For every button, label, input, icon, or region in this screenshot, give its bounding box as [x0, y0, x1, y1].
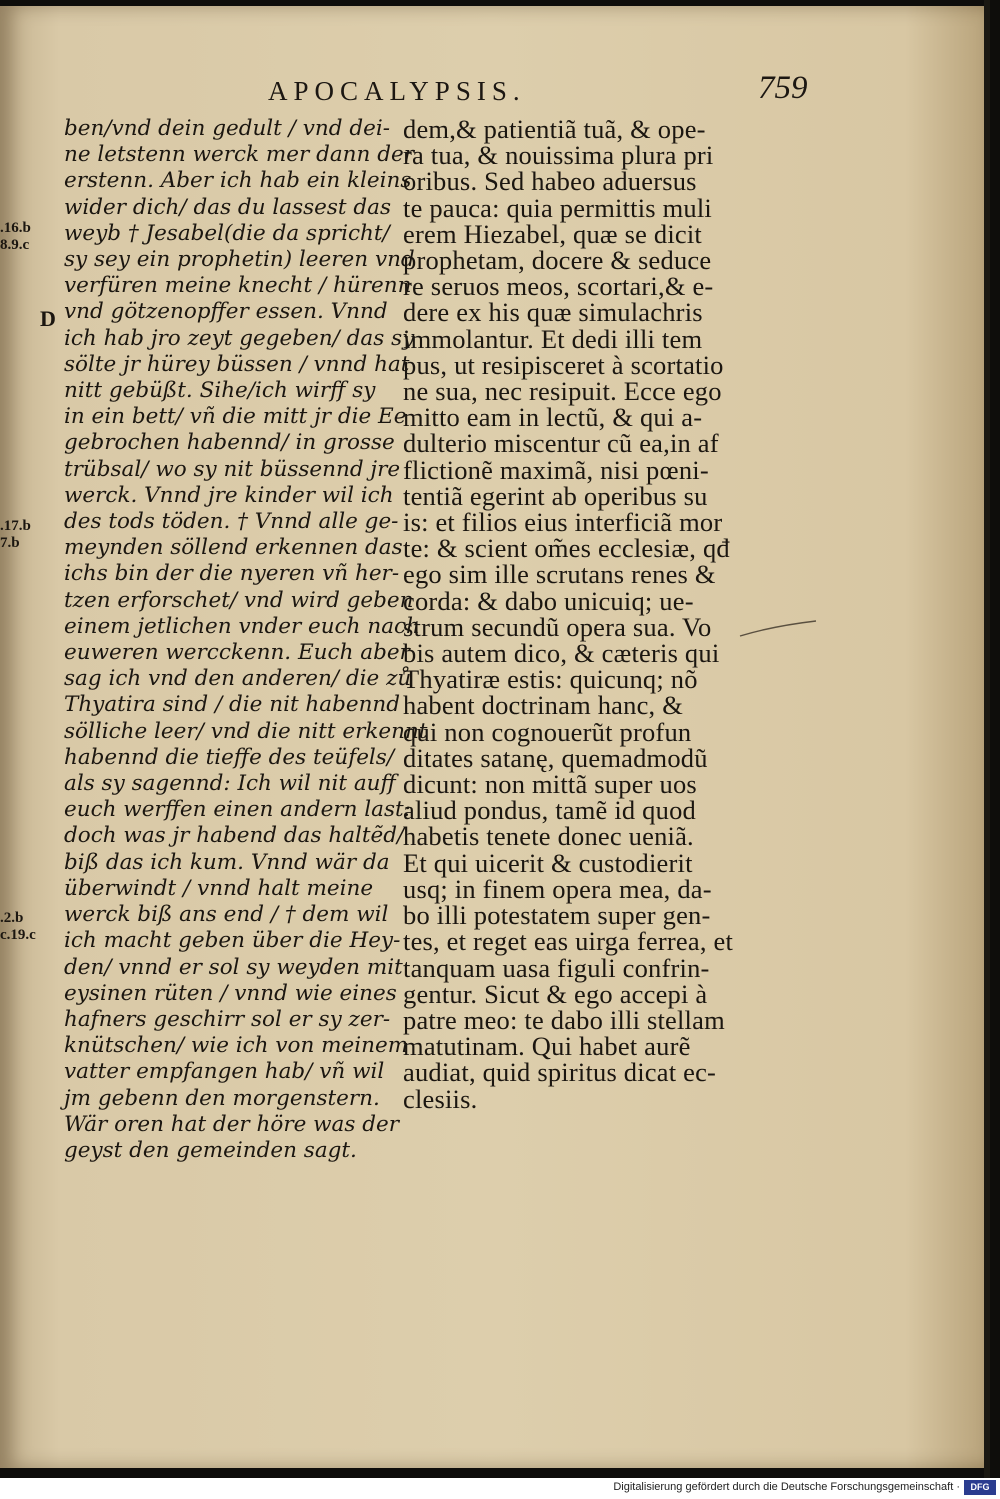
latin-text-line: ne sua, nec resipuit. Ecce ego — [403, 376, 722, 407]
latin-text-line: te: & scient om̃es ecclesiæ, qđ — [403, 533, 730, 564]
margin-ref: 8.9.c — [0, 237, 30, 253]
latin-text-line: mitto eam in lectũ, & qui a- — [403, 402, 703, 433]
latin-text-line: is: et filios eius interficiã mor — [403, 507, 723, 538]
german-text-line: knütschen/ wie ich von meinem — [64, 1033, 409, 1059]
german-text-line: des tods töden. † Vnnd alle ge- — [64, 509, 399, 535]
funding-credit: Digitalisierung gefördert durch die Deutsche Forschungsgemeinschaft · — [613, 1481, 960, 1493]
german-text-line: geyst den gemeinden sagt. — [64, 1137, 357, 1163]
german-text-line: habennd die tieffe des teüfels/ — [64, 744, 395, 770]
german-text-line: ich macht geben über die Hey- — [64, 928, 401, 954]
german-text-line: meynden söllend erkennen das — [64, 535, 403, 561]
footer-bar — [0, 1478, 1000, 1499]
margin-ref: c.19.c — [0, 927, 36, 943]
latin-text-line: qui non cognouerũt profun — [403, 716, 692, 747]
latin-text-line: erem Hiezabel, quæ se dicit — [403, 218, 702, 249]
latin-text-line: usq; in finem opera mea, da- — [403, 873, 712, 904]
latin-text-line: audiat, quid spiritus dicat ec- — [403, 1057, 717, 1088]
margin-note — [0, 220, 31, 254]
german-text-line: wider dich/ das du lassest das — [64, 194, 391, 220]
pencil-annotation-mark — [738, 618, 818, 642]
latin-text-line: te pauca: quia permittis muli — [403, 192, 712, 223]
german-text-line: vnd götzenopffer essen. Vnnd — [64, 299, 388, 325]
latin-text-line: dere ex his quæ simulachris — [403, 297, 703, 328]
latin-text-line: tanquam uasa figuli confrin- — [403, 952, 710, 983]
latin-text-line: re seruos meos, scortari,& e- — [403, 271, 714, 302]
german-text-line: ben/vnd dein gedult / vnd dei- — [64, 116, 390, 141]
latin-text-line: bo illi potestatem super gen- — [403, 900, 711, 931]
german-text-line: Thyatira sind / die nit habennd — [64, 692, 401, 718]
latin-text-line: dulterio miscentur cũ ea,in af — [403, 428, 719, 459]
margin-note — [0, 910, 36, 944]
german-text-line: in ein bett/ vñ die mitt jr die Ee — [64, 404, 407, 430]
latin-text-line: prophetam, docere & seduce — [403, 245, 712, 276]
german-text-line: ne letstenn werck mer dann der — [64, 142, 414, 168]
book-page — [0, 6, 987, 1468]
section-letter: D — [40, 306, 56, 331]
margin-note — [0, 518, 31, 552]
german-text-line: sölte jr hürey büssen / vnnd hat — [64, 351, 410, 377]
latin-text-line: immolantur. Et dedi illi tem — [403, 323, 703, 354]
german-text-line: jm gebenn den morgenstern. — [64, 1085, 380, 1111]
page-edge-shadow — [984, 0, 990, 1478]
german-text-line: weyb † Jesabel(die da spricht/ — [64, 220, 390, 246]
latin-text-column — [403, 116, 733, 1112]
german-text-line: eysinen rüten / vnnd wie eines — [64, 980, 397, 1006]
german-text-line: Wär oren hat der höre was der — [64, 1111, 400, 1137]
latin-text-line: Thyatiræ estis: quicunq; nõ — [403, 664, 698, 695]
latin-text-line: strum secundũ opera sua. Vo — [403, 611, 712, 642]
german-text-column — [64, 116, 428, 1164]
german-text-line: als sy sagennd: Ich wil nit auff — [64, 771, 396, 797]
latin-text-line: dicunt: non mittã super uos — [403, 769, 697, 800]
german-text-line: vatter empfangen hab/ vñ wil — [64, 1059, 385, 1085]
german-text-line: werck. Vnnd jre kinder wil ich — [64, 482, 394, 508]
latin-text-line: oribus. Sed habeo aduersus — [403, 166, 697, 197]
running-head: APOCALYPSIS. — [268, 76, 526, 106]
latin-text-line: ditates satanę, quemadmodũ — [403, 742, 708, 773]
latin-text-line: matutinam. Qui habet aurẽ — [403, 1031, 691, 1062]
german-text-line: nitt gebüßt. Sihe/ich wirff sy — [64, 378, 376, 404]
latin-text-line: habent doctrinam hanc, & — [403, 690, 684, 721]
margin-ref: .17.b — [0, 518, 31, 534]
german-text-line: doch was jr habend das haltẽd/ — [64, 823, 405, 849]
german-text-line: tzen erforschet/ vnd wird geben — [64, 587, 414, 613]
latin-text-line: ra tua, & nouissima plura pri — [403, 140, 714, 171]
german-text-line: sölliche leer/ vnd die nitt erkennt — [64, 718, 428, 744]
latin-text-line: Et qui uicerit & custodierit — [403, 847, 693, 878]
page-number: 759 — [758, 70, 808, 106]
latin-text-line: gentur. Sicut & ego accepi à — [403, 978, 708, 1009]
german-text-line: trübsal/ wo sy nit büssennd jre — [64, 456, 401, 482]
latin-text-line: aliud pondus, tamẽ id quod — [403, 795, 696, 826]
dfg-logo: DFG — [964, 1480, 996, 1495]
german-text-line: einem jetlichen vnder euch nach — [64, 613, 420, 639]
latin-text-line: dem,& patientiã tuã, & ope- — [403, 114, 706, 144]
margin-ref: 7.b — [0, 535, 20, 551]
german-text-line: verfüren meine knecht / hürenn — [64, 273, 412, 299]
german-text-line: ichs bin der die nyeren vñ her- — [64, 561, 400, 587]
german-text-line: euweren wercckenn. Euch aber — [64, 640, 410, 666]
german-text-line: erstenn. Aber ich hab ein kleins — [64, 168, 412, 194]
latin-text-line: clesiis. — [403, 1083, 478, 1114]
german-text-line: ich hab jro zeyt gegeben/ das sy — [64, 325, 415, 351]
latin-text-line: patre meo: te dabo illi stellam — [403, 1004, 725, 1035]
german-text-line: werck biß ans end / † dem wil — [64, 902, 389, 928]
latin-text-line: flictionẽ maximã, nisi pœni- — [403, 454, 709, 485]
latin-text-line: pus, ut resipisceret à scortatio — [403, 349, 724, 380]
latin-text-line: tes, et reget eas uirga ferrea, et — [403, 926, 734, 957]
latin-text-line: tentiã egerint ab operibus su — [403, 480, 708, 511]
german-text-line: sy sey ein prophetin) leeren vnd — [64, 247, 415, 273]
latin-text-line: ego sim ille scrutans renes & — [403, 559, 716, 590]
latin-text-line: corda: & dabo unicuiq; ue- — [403, 585, 694, 616]
german-text-line: den/ vnnd er sol sy weyden mit — [64, 954, 403, 980]
german-text-line: gebrochen habennd/ in grosse — [64, 430, 395, 456]
margin-ref: .16.b — [0, 220, 31, 236]
margin-ref: .2.b — [0, 910, 24, 926]
german-text-line: biß das ich kum. Vnnd wär da — [64, 849, 390, 875]
latin-text-line: habetis tenete donec ueniã. — [403, 821, 694, 852]
german-text-line: überwindt / vnnd halt meine — [64, 875, 374, 901]
german-text-line: euch werffen einen andern last: — [64, 797, 411, 823]
german-text-line: sag ich vnd den anderen/ die zů — [64, 666, 412, 692]
german-text-line: hafners geschirr sol er sy zer- — [64, 1006, 391, 1032]
latin-text-line: bis autem dico, & cæteris qui — [403, 638, 720, 669]
